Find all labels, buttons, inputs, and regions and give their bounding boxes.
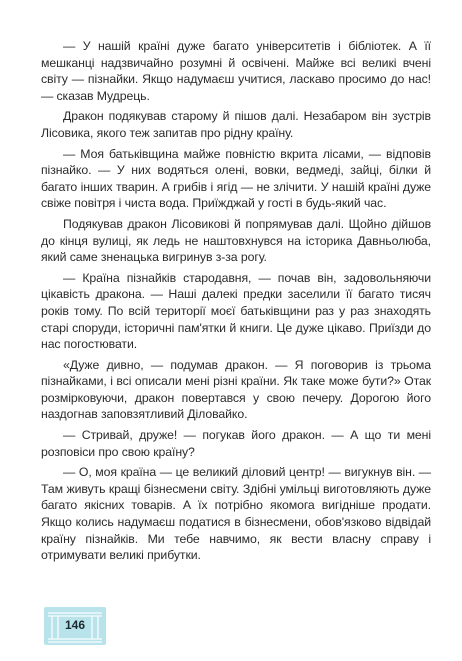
paragraph: Подякував дракон Лісовикові й попрямував далі. Щойно дійшов до кінця вулиці, як ледь не наштовхнувся на історика Давньолюба, який саме зненацька вигринув з-за рогу.	[41, 216, 431, 265]
paragraph: — Стривай, друже! — погукав його дракон. — А що ти мені розповіси про свою країну?	[41, 428, 431, 459]
paragraph: — Моя батьківщина майже повністю вкрита лісами, — відповів пізнайко. — У них водяться олені, вовки, ведмеді, зайці, білки й багато інших тварин. А грибів і ягід — не злічити. У нашій країні дуже свіже повітря і чиста вода. Приїжджай у гості в будь-який час.	[41, 146, 431, 211]
paragraph: Дракон подякував старому й пішов далі. Незабаром він зустрів Лісовика, якого теж запитав про рідну країну.	[41, 109, 431, 140]
paragraph: «Дуже дивно, — подумав дракон. — Я поговорив із трьома пізнайками, і всі описали мені різні країни. Як таке може бути?» Отак розмірковуючи, дракон повертався у свою печеру. Дорогою його наздогнав заповзятливий Діловайко.	[41, 357, 431, 422]
page-number: 146	[64, 618, 86, 632]
paragraph: — О, моя країна — це великий діловий центр! — вигукнув він. — Там живуть кращі бізнесмени світу. Здібні умільці виготовляють дуже багато якісних товарів. А їх потрібно якомога вигідніше продати. Якщо колись надумаєш податися в бізнесмени, обов'язково відвідай країну пізнайків. Ми тебе навчимо, як вести власну справу і отримувати великі прибутки.	[41, 465, 431, 563]
story-text	[41, 38, 431, 568]
page-number-badge	[44, 607, 106, 645]
paragraph: — Країна пізнайків стародавня, — почав він, задовольняючи цікавість дракона. — Наші далекі предки заселили її багато тисяч років тому. По всій території моєї батьківщини раз у раз знаходять старі споруди, історичні пам'ятки й книги. Це дуже цікаво. Приїзди до нас погостювати.	[41, 270, 431, 352]
paragraph: — У нашій країні дуже багато університетів і бібліотек. А її мешканці надзвичайно розумні й освічені. Майже всі великі вчені світу — пізнайки. Якщо надумаєш учитися, ласкаво просимо до нас! — сказав Мудрець.	[41, 39, 431, 103]
